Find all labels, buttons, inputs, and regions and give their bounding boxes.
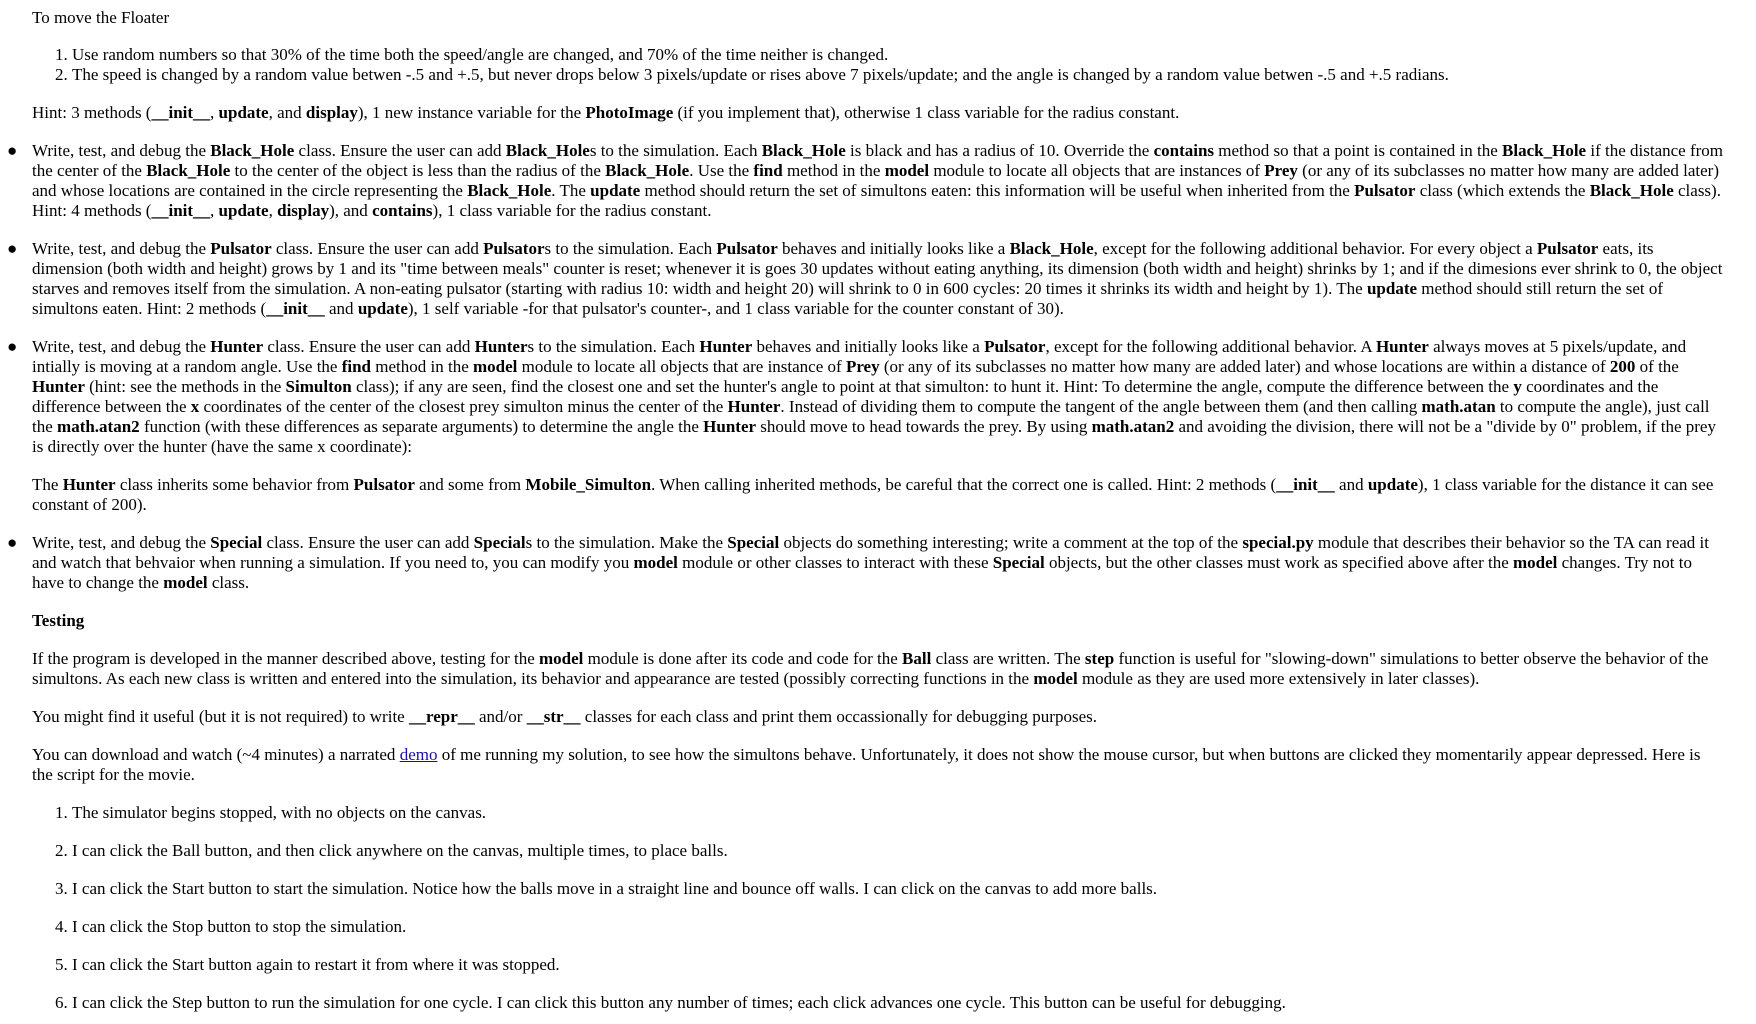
bold-term: update bbox=[1366, 279, 1418, 298]
text-run: eats, its dimension (both width and height) grows by 1 and its "time between meals" counter is reset; whenever it is goes 30 updates without eating anything, its dimension (both width and height) shrinks by 1; and if the dimesions ever shrink to 0, the object starves and removes itself from the simulation. A non-eating pulsator (starting with radius 10: width and height 20) will shrink to 0 in 600 cycles: 20 times it shrinks its width and height by 1). The bbox=[32, 239, 1723, 298]
bold-term: Pulsator bbox=[353, 475, 415, 494]
bold-term: __init__ bbox=[1276, 475, 1335, 494]
bold-term: display bbox=[277, 201, 330, 220]
bold-term: Special bbox=[992, 553, 1045, 572]
bold-term: Black_Hole bbox=[467, 181, 552, 200]
floater-hint bbox=[32, 103, 1724, 123]
bold-term: Hunter bbox=[474, 337, 528, 356]
bullet-icon: ● bbox=[7, 239, 18, 258]
text-run: , bbox=[268, 201, 278, 220]
bold-term: Prey bbox=[1264, 161, 1298, 180]
bold-term: Hunter bbox=[699, 337, 753, 356]
bullet-icon: ● bbox=[7, 533, 18, 552]
bold-term: Hunter bbox=[727, 397, 781, 416]
text-run: changes. Try not to have to change the bbox=[32, 553, 1692, 592]
bold-term: y bbox=[1513, 377, 1522, 396]
black-hole-bullet bbox=[7, 141, 1724, 221]
text-run: ), 1 class variable for the distance it can see constant of 200). bbox=[32, 475, 1714, 514]
text-run: function is useful for "slowing-down" simulations to better observe the behavior of the simultons. As each new class is written and entered into the simulation, its behavior and appearance are tested (possibly correcting functions in the bbox=[32, 649, 1709, 688]
bold-term: __init__ bbox=[151, 201, 211, 220]
bold-term: Special bbox=[473, 533, 526, 552]
hunter-bullet bbox=[7, 337, 1724, 515]
bold-term: Pulsator bbox=[716, 239, 778, 258]
bold-term: contains bbox=[372, 201, 433, 220]
bold-term: model bbox=[1513, 553, 1558, 572]
bold-term: model bbox=[473, 357, 518, 376]
bold-term: find bbox=[341, 357, 372, 376]
bold-term: Pulsator bbox=[984, 337, 1046, 356]
bold-term: Prey bbox=[845, 357, 880, 376]
text-run: to compute the angle), just call the bbox=[32, 397, 1710, 436]
list-item: 2. I can click the Ball button, and then click anywhere on the canvas, multiple times, to place balls. bbox=[72, 841, 1724, 861]
text-run: , bbox=[210, 201, 219, 220]
text-run: Write, test, and debug the bbox=[32, 239, 211, 258]
text-run: s to the simulation. Make the bbox=[525, 533, 728, 552]
text-run: , bbox=[210, 103, 219, 122]
list-item: 6. I can click the Step button to run the simulation for one cycle. I can click this button any number of times; each click advances one cycle. This button can be useful for debugging. bbox=[72, 993, 1724, 1013]
text-run: class. Ensure the user can add bbox=[263, 337, 475, 356]
bullet-icon: ● bbox=[7, 337, 18, 356]
list-item: 1. Use random numbers so that 30% of the time both the speed/angle are changed, and 70% of the time neither is changed. bbox=[72, 45, 1724, 65]
text-run: ), 1 self variable -for that pulsator's counter-, and 1 class variable for the counter constant of 30). bbox=[407, 299, 1064, 318]
bold-term: Hunter bbox=[1375, 337, 1429, 356]
bold-term: update bbox=[218, 201, 269, 220]
bold-term: model bbox=[633, 553, 678, 572]
text-run: (hint: see the methods in the bbox=[84, 377, 286, 396]
text-run: behaves and initially looks like a bbox=[777, 239, 1010, 258]
bold-term: math.atan2 bbox=[1091, 417, 1175, 436]
bullet-icon: ● bbox=[7, 141, 18, 160]
movie-script-list bbox=[32, 803, 1724, 1013]
text-run: and some from bbox=[414, 475, 526, 494]
bold-term: __init__ bbox=[266, 299, 325, 318]
bold-term: PhotoImage bbox=[585, 103, 674, 122]
text-run: class); if any are seen, find the closest one and set the hunter's angle to point at that simulton: to hunt it. Hint: To determine the angle, compute the difference between the bbox=[351, 377, 1514, 396]
list-item: 5. I can click the Start button again to restart it from where it was stopped. bbox=[72, 955, 1724, 975]
text-run: (or any of its subclasses no matter how many are added later) and whose locations are contained in the circle representing the bbox=[32, 161, 1720, 200]
text-run: module that describes their behavior so the TA can read it and watch that behvaior when running a simulation. If you need to, you can modify you bbox=[32, 533, 1709, 572]
text-run: class). Hint: 4 methods ( bbox=[32, 181, 1721, 220]
text-run: and avoiding the division, there will not be a "divide by 0" problem, if the prey is directly over the hunter (have the same x coordinate): bbox=[32, 417, 1716, 456]
text-run: s to the simulation. Each bbox=[544, 239, 717, 258]
text-run: and bbox=[1334, 475, 1368, 494]
bold-term: Black_Hole bbox=[761, 141, 846, 160]
bold-term: model bbox=[1033, 669, 1078, 688]
bold-term: Simulton bbox=[285, 377, 352, 396]
text-run: ), 1 new instance variable for the bbox=[357, 103, 586, 122]
bold-term: Black_Hole bbox=[1502, 141, 1587, 160]
text-run: objects, but the other classes must work as specified above after the bbox=[1044, 553, 1513, 572]
text-run: objects do something interesting; write a comment at the top of the bbox=[779, 533, 1243, 552]
bold-term: x bbox=[190, 397, 200, 416]
bold-term: Pulsator bbox=[1536, 239, 1599, 258]
text-run: method should return the set of simultons eaten: this information will be useful when inherited from the bbox=[640, 181, 1355, 200]
text-run: . Instead of dividing them to compute the tangent of the angle between them (and then calling bbox=[780, 397, 1422, 416]
demo-link[interactable]: demo bbox=[399, 745, 438, 764]
text-run: coordinates and the difference between the bbox=[32, 377, 1659, 416]
text-run: . The bbox=[551, 181, 591, 200]
text-run: and/or bbox=[474, 707, 527, 726]
list-item: 3. I can click the Start button to start the simulation. Notice how the balls move in a straight line and bounce off walls. I can click on the canvas to add more balls. bbox=[72, 879, 1724, 899]
text-run: class. bbox=[207, 573, 250, 592]
bold-term: Hunter bbox=[210, 337, 264, 356]
bold-term: Black_Hole bbox=[605, 161, 690, 180]
text-run: s to the simulation. Each bbox=[589, 141, 762, 160]
text-run: always moves at 5 pixels/update, and intially is moving at a random angle. Use the bbox=[32, 337, 1687, 376]
text-run: module is done after its code and code for the bbox=[583, 649, 903, 668]
text-run: method should still return the set of simultons eaten. Hint: 2 methods ( bbox=[32, 279, 1664, 318]
list-item: 4. I can click the Stop button to stop the simulation. bbox=[72, 917, 1724, 937]
bold-term: Pulsator bbox=[483, 239, 545, 258]
text-run: and bbox=[324, 299, 358, 318]
bullet-paragraph bbox=[32, 141, 1724, 221]
bold-term: Special bbox=[727, 533, 780, 552]
text-run: if the distance from the center of the bbox=[32, 141, 1724, 180]
bold-term: model bbox=[884, 161, 930, 180]
floater-heading: To move the Floater bbox=[32, 8, 170, 27]
text-run: , except for the following additional behavior. For every object a bbox=[1093, 239, 1537, 258]
bold-term: __str__ bbox=[526, 707, 581, 726]
bold-term: Black_Hole bbox=[210, 141, 295, 160]
text-run: function (with these differences as separate arguments) to determine the angle the bbox=[139, 417, 704, 436]
text-run: class are written. The bbox=[931, 649, 1085, 668]
bold-term: update bbox=[1367, 475, 1418, 494]
bold-term: Black_Hole bbox=[505, 141, 590, 160]
text-run: Write, test, and debug the bbox=[32, 533, 211, 552]
testing-paragraph bbox=[32, 649, 1724, 689]
text-run: module or other classes to interact with these bbox=[677, 553, 993, 572]
bold-term: math.atan bbox=[1421, 397, 1496, 416]
text-run: You might find it useful (but it is not required) to write bbox=[32, 707, 409, 726]
bold-term: Ball bbox=[902, 649, 932, 668]
text-run: coordinates of the center of the closest prey simulton minus the center of the bbox=[199, 397, 728, 416]
text-run: , and bbox=[268, 103, 306, 122]
text-run: The bbox=[32, 475, 63, 494]
text-run: method in the bbox=[782, 161, 885, 180]
text-run: class. Ensure the user can add bbox=[262, 533, 474, 552]
bold-term: Hunter bbox=[32, 377, 85, 396]
text-run: ), and bbox=[329, 201, 373, 220]
text-run: should move to head towards the prey. By using bbox=[756, 417, 1092, 436]
bold-term: model bbox=[539, 649, 584, 668]
text-run: method in the bbox=[371, 357, 473, 376]
class-bullets bbox=[7, 141, 1724, 593]
bold-term: find bbox=[753, 161, 783, 180]
bullet-paragraph bbox=[32, 533, 1724, 593]
bold-term: Hunter bbox=[703, 417, 757, 436]
bullet-paragraph bbox=[32, 475, 1724, 515]
text-run: of the bbox=[1635, 357, 1679, 376]
floater-steps bbox=[32, 45, 1724, 85]
list-item: 1. The simulator begins stopped, with no objects on the canvas. bbox=[72, 803, 1724, 823]
bold-term: Pulsator bbox=[1354, 181, 1416, 200]
bold-term: Mobile_Simulton bbox=[525, 475, 652, 494]
text-run: (if you implement that), otherwise 1 class variable for the radius constant. bbox=[673, 103, 1180, 122]
demo-paragraph bbox=[32, 745, 1724, 785]
bullet-paragraph bbox=[32, 337, 1724, 457]
text-run: , except for the following additional behavior. A bbox=[1045, 337, 1376, 356]
text-run: class. Ensure the user can add bbox=[271, 239, 484, 258]
text-run: classes for each class and print them occassionally for debugging purposes. bbox=[580, 707, 1097, 726]
bold-term: Pulsator bbox=[210, 239, 272, 258]
bold-term: display bbox=[305, 103, 358, 122]
bold-term: 200 bbox=[1609, 357, 1636, 376]
text-run: . When calling inherited methods, be careful that the correct one is called. Hint: 2 methods ( bbox=[651, 475, 1277, 494]
text-run: method so that a point is contained in the bbox=[1214, 141, 1503, 160]
text-run: Hint: 3 methods ( bbox=[32, 103, 152, 122]
bold-term: step bbox=[1084, 649, 1115, 668]
text-run: Write, test, and debug the bbox=[32, 337, 211, 356]
bold-term: special.py bbox=[1242, 533, 1314, 552]
pulsator-bullet bbox=[7, 239, 1724, 319]
text-run: Write, test, and debug the bbox=[32, 141, 211, 160]
text-run: class inherits some behavior from bbox=[115, 475, 354, 494]
bold-term: update bbox=[218, 103, 269, 122]
text-run: module as they are used more extensively in later classes). bbox=[1077, 669, 1480, 688]
bold-term: __init__ bbox=[151, 103, 211, 122]
bold-term: Black_Hole bbox=[1009, 239, 1094, 258]
bold-term: model bbox=[163, 573, 208, 592]
text-run: s to the simulation. Each bbox=[527, 337, 700, 356]
bold-term: Black_Hole bbox=[1589, 181, 1674, 200]
text-run: (or any of its subclasses no matter how many are added later) and whose locations are within a distance of bbox=[879, 357, 1610, 376]
text-run: module to locate all objects that are instances of bbox=[929, 161, 1265, 180]
bold-term: contains bbox=[1153, 141, 1215, 160]
text-run: ), 1 class variable for the radius constant. bbox=[432, 201, 712, 220]
bold-term: Hunter bbox=[62, 475, 116, 494]
testing-heading: Testing bbox=[32, 611, 85, 630]
text-run: class (which extends the bbox=[1415, 181, 1590, 200]
text-run: If the program is developed in the manner described above, testing for the bbox=[32, 649, 539, 668]
bold-term: update bbox=[590, 181, 641, 200]
text-run: class. Ensure the user can add bbox=[294, 141, 506, 160]
bullet-paragraph bbox=[32, 239, 1724, 319]
repr-paragraph bbox=[32, 707, 1724, 727]
text-run: . Use the bbox=[689, 161, 754, 180]
text-run: is black and has a radius of 10. Override the bbox=[845, 141, 1154, 160]
text-run: module to locate all objects that are instance of bbox=[517, 357, 846, 376]
bold-term: Special bbox=[210, 533, 263, 552]
text-run: of me running my solution, to see how the simultons behave. Unfortunately, it does not show the mouse cursor, but when buttons are clicked they momentarily appear depressed. Here is the script for the movie. bbox=[32, 745, 1701, 784]
text-run: to the center of the object is less than the radius of the bbox=[230, 161, 606, 180]
list-item: 2. The speed is changed by a random value betwen -.5 and +.5, but never drops below 3 pixels/update or rises above 7 pixels/update; and the angle is changed by a random value betwen -.5 and +.5 radians. bbox=[72, 65, 1724, 85]
bold-term: math.atan2 bbox=[57, 417, 140, 436]
bold-term: Black_Hole bbox=[146, 161, 231, 180]
bold-term: update bbox=[357, 299, 408, 318]
text-run: behaves and initially looks like a bbox=[752, 337, 985, 356]
special-bullet bbox=[7, 533, 1724, 593]
text-run: You can download and watch (~4 minutes) a narrated bbox=[32, 745, 400, 764]
bold-term: __repr__ bbox=[408, 707, 475, 726]
